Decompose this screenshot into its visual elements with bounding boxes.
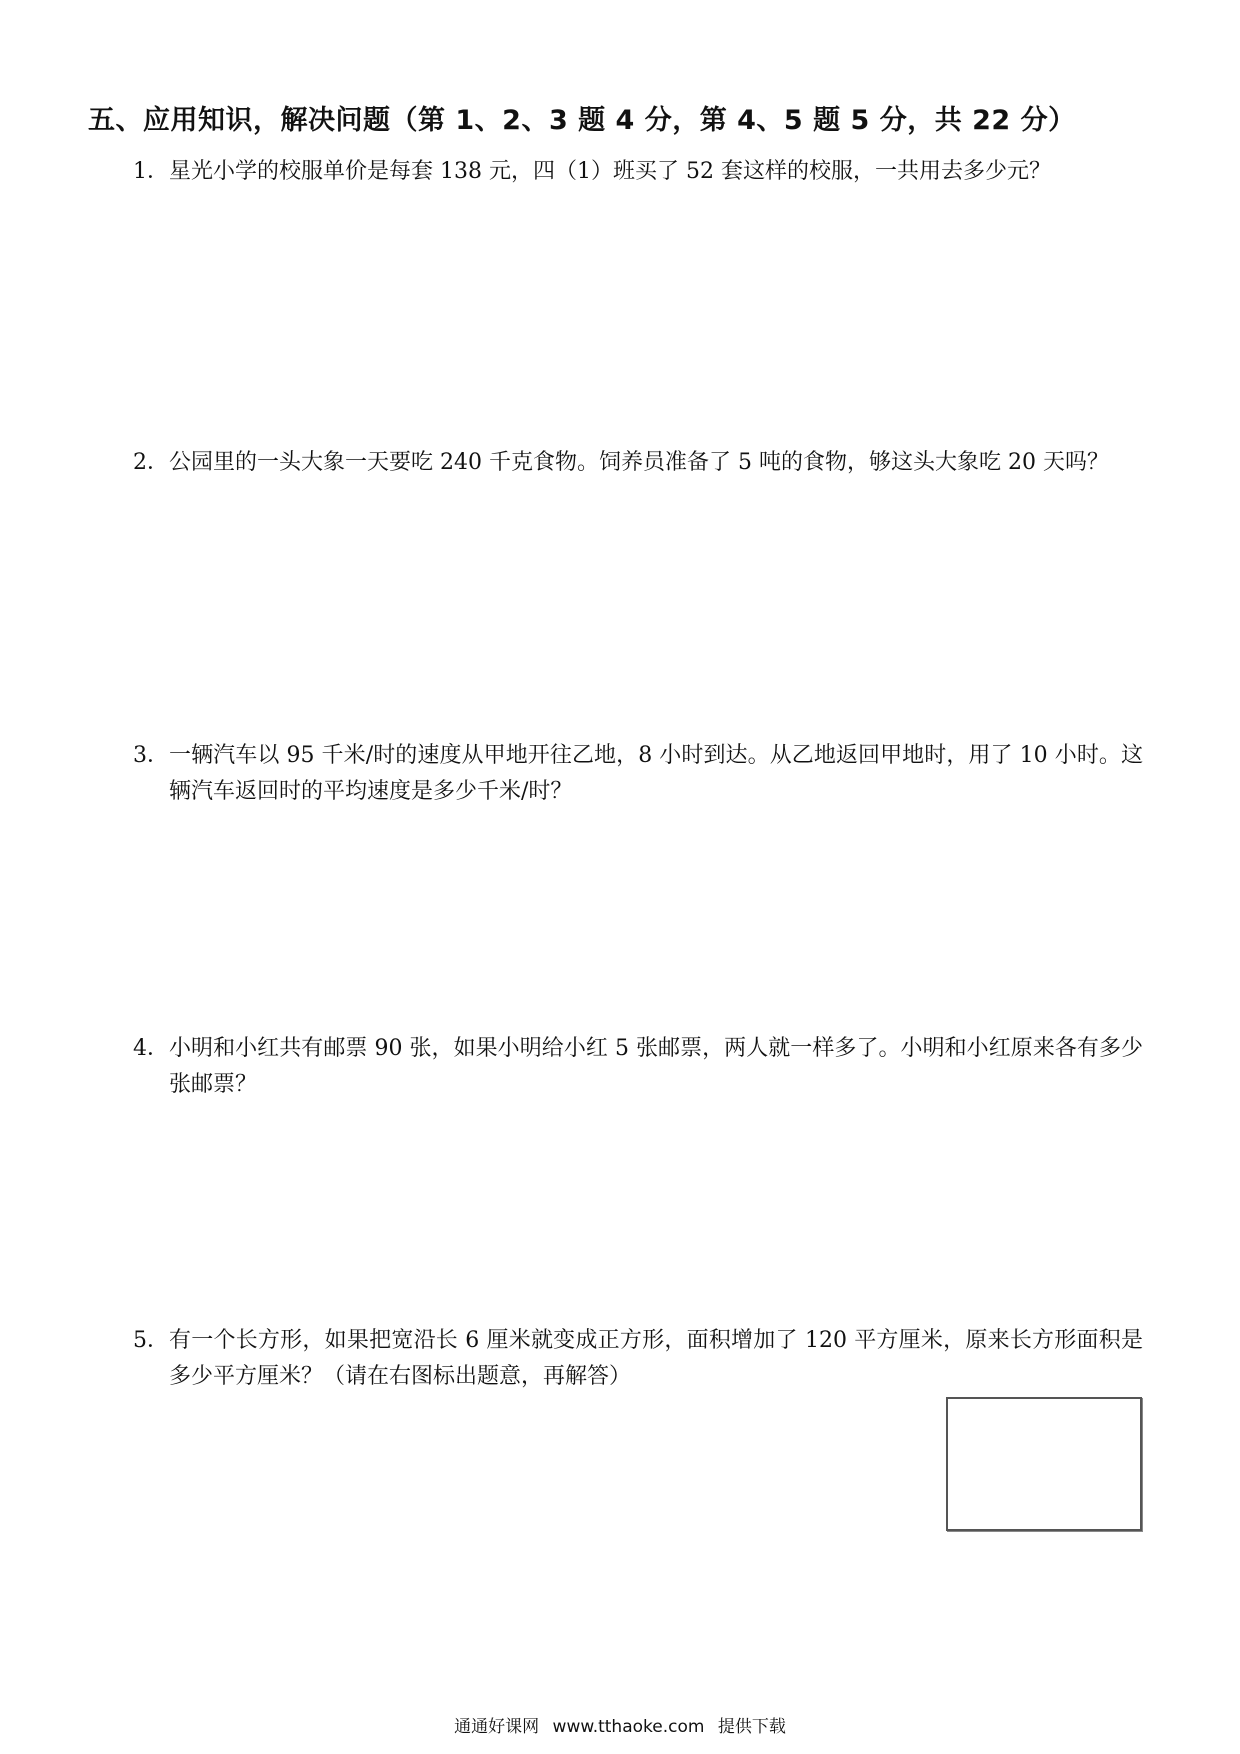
footer-site-name: 通通好课网: [454, 1717, 540, 1737]
footer: [0, 1712, 1240, 1737]
question-5: [133, 1323, 1143, 1395]
question-text: 星光小学的校服单价是每套 138 元，四（1）班买了 52 套这样的校服，一共用去多少元？: [169, 159, 1051, 184]
question-number: 2．: [133, 450, 169, 475]
footer-url: www.tthaoke.com: [552, 1717, 705, 1737]
question-number: 5．: [133, 1328, 169, 1353]
question-3: [133, 738, 1143, 810]
section-title: 五、应用知识，解决问题（第 1、2、3 题 4 分，第 4、5 题 5 分，共 22 分）: [88, 105, 1076, 136]
question-4: [133, 1031, 1143, 1103]
footer-suffix: 提供下载: [717, 1717, 786, 1737]
question-1: [133, 154, 1143, 190]
question-number: 3．: [133, 743, 169, 768]
question-text: 公园里的一头大象一天要吃 240 千克食物。饲养员准备了 5 吨的食物，够这头大象吃 20 天吗？: [169, 450, 1109, 475]
question-number: 4．: [133, 1036, 169, 1061]
question-text: 有一个长方形，如果把宽沿长 6 厘米就变成正方形，面积增加了 120 平方厘米，原来长方形面积是多少平方厘米？（请在右图标出题意，再解答）: [169, 1328, 1143, 1389]
question-text: 一辆汽车以 95 千米/时的速度从甲地开往乙地，8 小时到达。从乙地返回甲地时，用了 10 小时。这辆汽车返回时的平均速度是多少千米/时？: [169, 743, 1143, 804]
question-text: 小明和小红共有邮票 90 张，如果小明给小红 5 张邮票，两人就一样多了。小明和小红原来各有多少张邮票？: [169, 1036, 1143, 1097]
question-number: 1．: [133, 159, 169, 184]
question-2: [133, 445, 1143, 481]
rectangle-diagram: [946, 1397, 1142, 1531]
